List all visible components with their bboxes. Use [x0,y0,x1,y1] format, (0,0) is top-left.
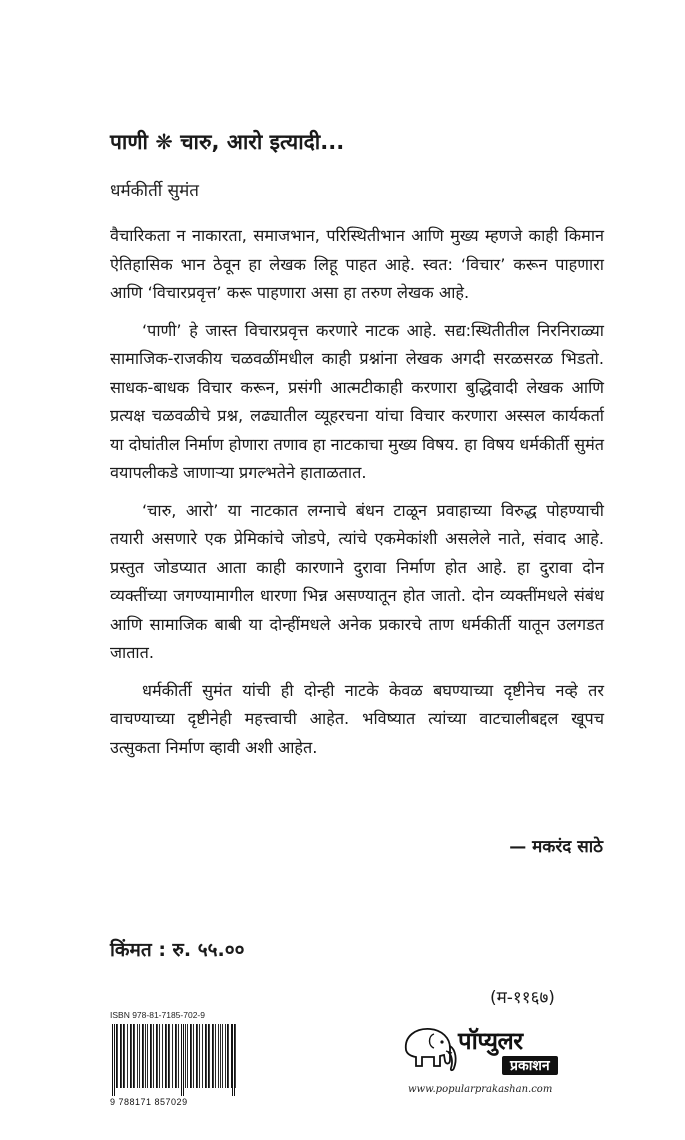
barcode-bar [162,1024,163,1088]
barcode-bar [114,1024,115,1096]
barcode-bar [234,1024,235,1096]
barcode-bar [181,1024,182,1096]
barcode-bar [187,1024,188,1088]
catalog-code: (म-११६७) [490,988,555,1008]
barcode-bar [168,1024,170,1088]
barcode-bar [225,1024,226,1088]
barcode-bar [147,1024,148,1088]
barcode-bar [190,1024,192,1088]
price-label: किंमत : रु. ५५.०० [110,939,245,961]
barcode-bar [142,1024,144,1088]
barcode-bar [227,1024,229,1088]
barcode-bar [202,1024,203,1088]
barcode-bar [127,1024,128,1088]
book-title: पाणी ❋ चारु, आरो इत्यादी... [110,130,345,154]
blurb-paragraph: ‘पाणी’ हे जास्त विचारप्रवृत्त करणारे नाटक आहे. सद्य:स्थितीतील निरनिराळ्या सामाजिक-राजकीय चळवळींमधील काही प्रश्नांना लेखक अगदी सरळसरळ भिडतो. साधक-बाधक विचार करून, प्रसंगी आत्मटीकाही करणारा बुद्धिवादी लेखक आणि प्रत्यक्ष चळवळीचे प्रश्न, लढ्यातील व्यूहरचना यांचा विचार करणारा अस्सल कार्यकर्ता या दोघांतील निर्माण होणारा तणाव हा नाटकाचा मुख्य विषय. हा विषय धर्मकीर्ती सुमंत वयापलीकडे जाणाऱ्या प्रगल्भतेने हाताळतात. [110,320,604,482]
publisher-logo [398,1016,608,1112]
barcode-bar [139,1024,140,1088]
barcode-bar [145,1024,146,1088]
publisher-name: पॉप्युलर [458,1027,523,1055]
barcode-number: 9 788171 857029 [110,1097,188,1107]
barcode-bar [116,1024,118,1088]
barcode-bar [183,1024,184,1096]
barcode-bar [123,1024,125,1088]
barcode-bar [212,1024,214,1088]
barcode-bar [159,1024,160,1088]
blurb-paragraph: धर्मकीर्ती सुमंत यांची ही दोन्ही नाटके केवळ बघण्याच्या दृष्टीनेच नव्हे तर वाचण्याच्या दृष्टीनेही महत्त्वाची आहेत. भविष्यात त्यांच्या वाटचालीबद्दल खूपच उत्सुकता निर्माण व्हावी अशी आहेत. [110,680,604,757]
barcode-bar [120,1024,122,1088]
publisher-website: www.popularprakashan.com [408,1084,553,1095]
barcode-bar [220,1024,221,1088]
barcode [110,1010,238,1110]
isbn-label: ISBN 978-81-7185-702-9 [110,1010,205,1020]
publisher-subtitle: प्रकाशन [502,1056,558,1075]
barcode-bar [196,1024,198,1088]
barcode-bar [130,1024,132,1088]
barcode-bar [137,1024,138,1088]
blurb-text [110,222,604,771]
barcode-bar [156,1024,158,1088]
barcode-bar [178,1024,179,1088]
barcode-bar [205,1024,207,1088]
barcode-bar [208,1024,210,1088]
barcode-bar [199,1024,200,1088]
elephant-icon [398,1020,460,1076]
barcode-bar [215,1024,216,1088]
barcode-bar [112,1024,113,1096]
barcode-bar [172,1024,173,1088]
barcode-bar [150,1024,152,1088]
barcode-bar [232,1024,233,1096]
barcode-bar [133,1024,135,1088]
barcode-bar [165,1024,167,1088]
barcode-bar [218,1024,219,1088]
barcode-bar [185,1024,186,1088]
reviewer-signature: — मकरंद साठे [509,837,603,857]
blurb-paragraph: ‘चारु, आरो’ या नाटकात लग्नाचे बंधन टाळून प्रवाहाच्या विरुद्ध पोहण्याची तयारी असणारे एक प्रेमिकांचे जोडपे, त्यांचे एकमेकांशी असलेले नाते, संवाद आहे. प्रस्तुत जोडप्यात आता काही कारणाने दुरावा निर्माण होत आहे. हा दुरावा दोन व्यक्तींच्या जगण्यामागील धारणा भिन्न असण्यातून होत जातो. दोन व्यक्तींमधले संबंध आणि सामाजिक बाबी या दोन्हींमधले अनेक प्रकारचे ताण धर्मकीर्ती यातून उलगडत जातात. [110,500,604,662]
barcode-bar [175,1024,177,1088]
barcode-bars [110,1024,238,1096]
barcode-bar [153,1024,154,1088]
barcode-bar [193,1024,194,1088]
barcode-bar [222,1024,223,1088]
book-author: धर्मकीर्ती सुमंत [110,181,199,201]
blurb-paragraph: वैचारिकता न नाकारता, समाजभान, परिस्थितीभान आणि मुख्य म्हणजे काही किमान ऐतिहासिक भान ठेवून हा लेखक लिहू पाहत आहे. स्वत: ‘विचार’ करून पाहणारा आणि ‘विचारप्रवृत्त’ करू पाहणारा असा हा तरुण लेखक आहे. [110,226,604,302]
